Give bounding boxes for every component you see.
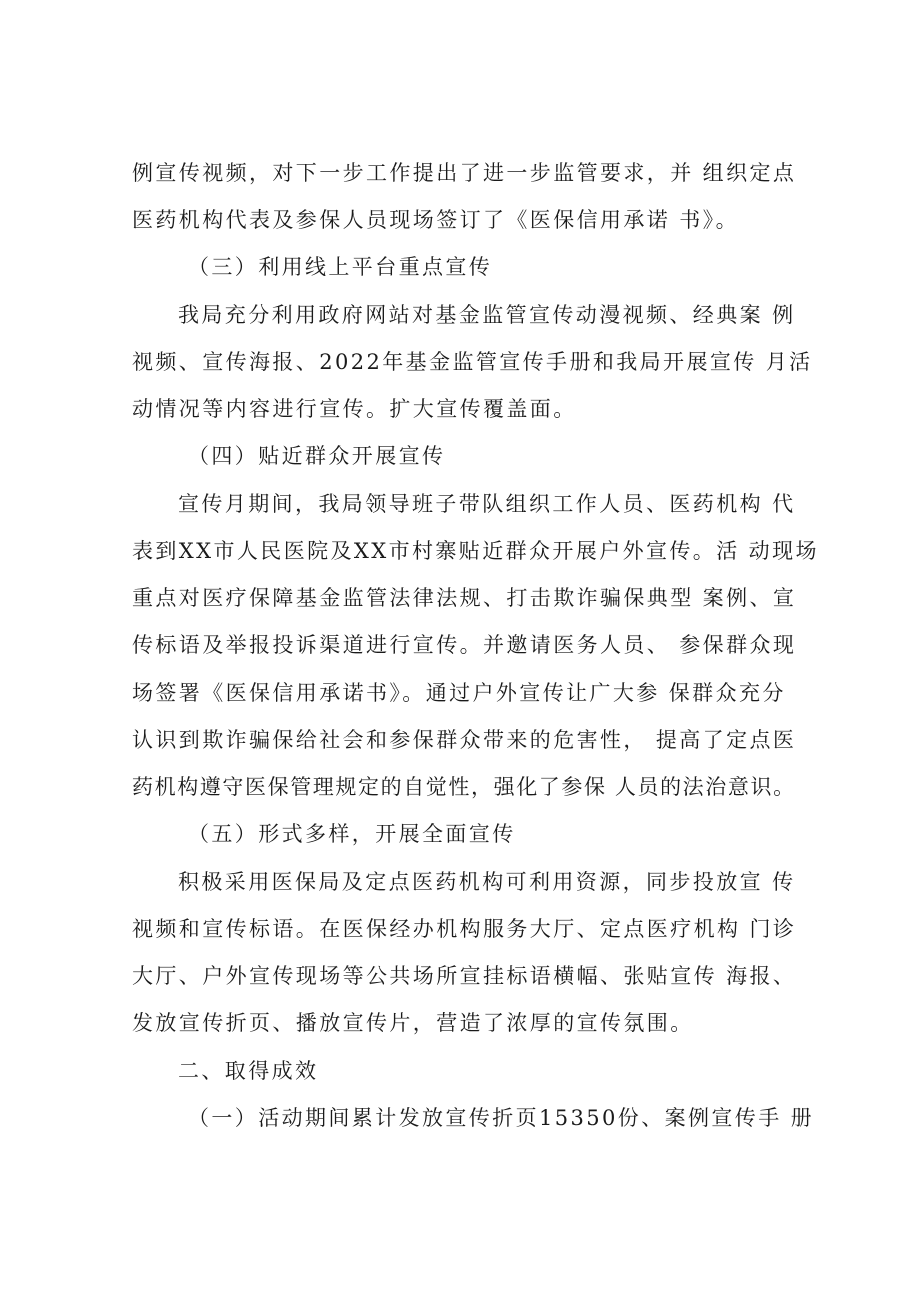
- paragraph-line: 场签署《医保信用承诺书》。通过户外宣传让广大参 保群众充分: [132, 681, 786, 705]
- paragraph-line: 动情况等内容进行宣传。扩大宣传覆盖面。: [132, 397, 577, 421]
- section-heading-4: （四）贴近群众开展宣传: [188, 444, 446, 468]
- paragraph-line: 例宣传视频，对下一步工作提出了进一步监管要求，并 组织定点: [132, 161, 797, 185]
- section-heading-5: （五）形式多样，开展全面宣传: [188, 822, 516, 846]
- paragraph-line: 表到XX市人民医院及XX市村寨贴近群众开展户外宣传。活 动现场: [132, 539, 819, 563]
- paragraph-line: 积极采用医保局及定点医药机构可利用资源，同步投放宣 传: [178, 870, 796, 894]
- paragraph-line: 我局充分利用政府网站对基金监管宣传动漫视频、经典案 例: [178, 303, 796, 327]
- paragraph-line: 大厅、户外宣传现场等公共场所宣挂标语横幅、张贴宣传 海报、: [132, 964, 797, 988]
- paragraph-line: 宣传月期间，我局领导班子带队组织工作人员、医药机构 代: [178, 492, 796, 516]
- subsection-heading-1: （一）活动期间累计发放宣传折页15350份、案例宣传手 册: [188, 1106, 815, 1130]
- paragraph-line: 视频和宣传标语。在医保经办机构服务大厅、定点医疗机构 门诊: [132, 917, 797, 941]
- paragraph-line: 药机构遵守医保管理规定的自觉性，强化了参保 人员的法治意识。: [132, 775, 796, 799]
- section-heading-3: （三）利用线上平台重点宣传: [188, 255, 493, 279]
- section-heading-results: 二、取得成效: [178, 1059, 319, 1083]
- paragraph-line: 传标语及举报投诉渠道进行宣传。并邀请医务人员、 参保群众现: [132, 633, 797, 657]
- paragraph-line: 重点对医疗保障基金监管法律法规、打击欺诈骗保典型 案例、宣: [132, 586, 797, 610]
- paragraph-line: 视频、宣传海报、2022年基金监管宣传手册和我局开展宣传 月活: [132, 350, 813, 374]
- paragraph-line: 医药机构代表及参保人员现场签订了《医保信用承诺 书》。: [132, 208, 739, 232]
- paragraph-line: 认识到欺诈骗保给社会和参保群众带来的危害性， 提高了定点医: [132, 728, 797, 752]
- paragraph-line: 发放宣传折页、播放宣传片，营造了浓厚的宣传氛围。: [132, 1011, 694, 1035]
